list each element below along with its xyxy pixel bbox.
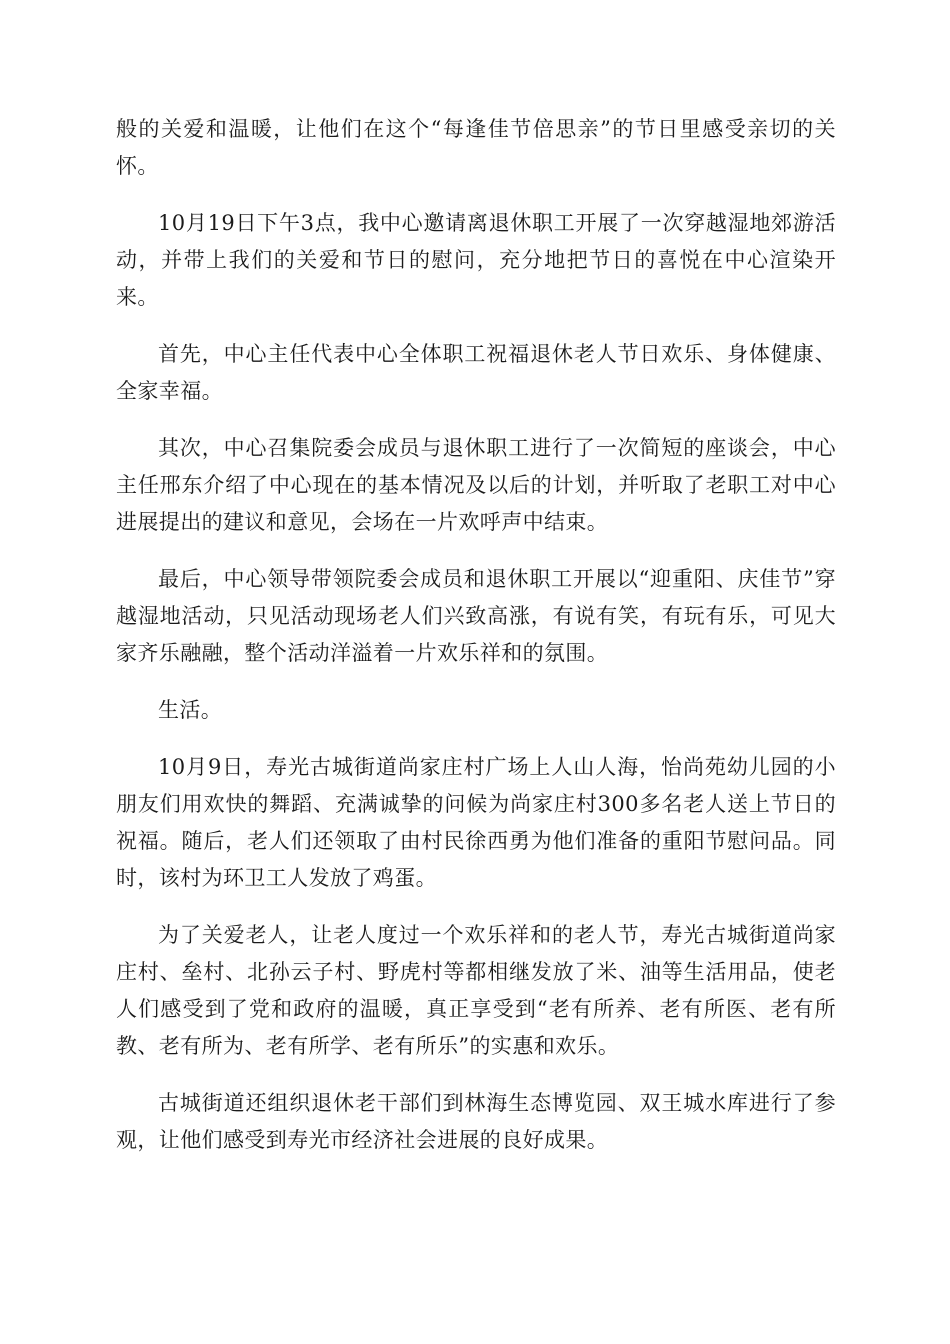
paragraph-visit: 古城街道还组织退休老干部们到林海生态博览园、双王城水库进行了参观，让他们感受到寿光市经济社会进展的良好成果。 <box>116 1091 836 1152</box>
paragraph-last: 最后，中心领导带领院委会成员和退休职工开展以“迎重阳、庆佳节”穿越湿地活动，只见活动现场老人们兴致高涨，有说有笑，有玩有乐，可见大家齐乐融融，整个活动洋溢着一片欢乐祥和的氛围。 <box>116 567 836 665</box>
paragraph-outing: 10月19日下午3点，我中心邀请离退休职工开展了一次穿越湿地郊游活动，并带上我们的关爱和节日的慰问，充分地把节日的喜悦在中心渲染开来。 <box>116 211 836 309</box>
paragraph-continuation: 般的关爱和温暖，让他们在这个“每逢佳节倍思亲”的节日里感受亲切的关怀。 <box>116 117 836 178</box>
paragraph-life: 生活。 <box>158 698 223 722</box>
paragraph-care: 为了关爱老人，让老人度过一个欢乐祥和的老人节，寿光古城街道尚家庄村、垒村、北孙云子村、野虎村等都相继发放了米、油等生活用品，使老人们感受到了党和政府的温暖，真正享受到“老有所养、老有所医、老有所教、老有所为、老有所学、老有所乐”的实惠和欢乐。 <box>116 923 836 1058</box>
paragraph-second: 其次，中心召集院委会成员与退休职工进行了一次简短的座谈会，中心主任邢东介绍了中心现在的基本情况及以后的计划，并听取了老职工对中心进展提出的建议和意见，会场在一片欢呼声中结束。 <box>116 436 836 534</box>
document-body <box>116 111 836 1179</box>
paragraph-village-event: 10月9日，寿光古城街道尚家庄村广场上人山人海，怡尚苑幼儿园的小朋友们用欢快的舞蹈、充满诚挚的问候为尚家庄村300多名老人送上节日的祝福。随后，老人们还领取了由村民徐西勇为他们准备的重阳节慰问品。同时，该村为环卫工人发放了鸡蛋。 <box>116 755 836 890</box>
paragraph-first: 首先，中心主任代表中心全体职工祝福退休老人节日欢乐、身体健康、全家幸福。 <box>116 342 836 403</box>
